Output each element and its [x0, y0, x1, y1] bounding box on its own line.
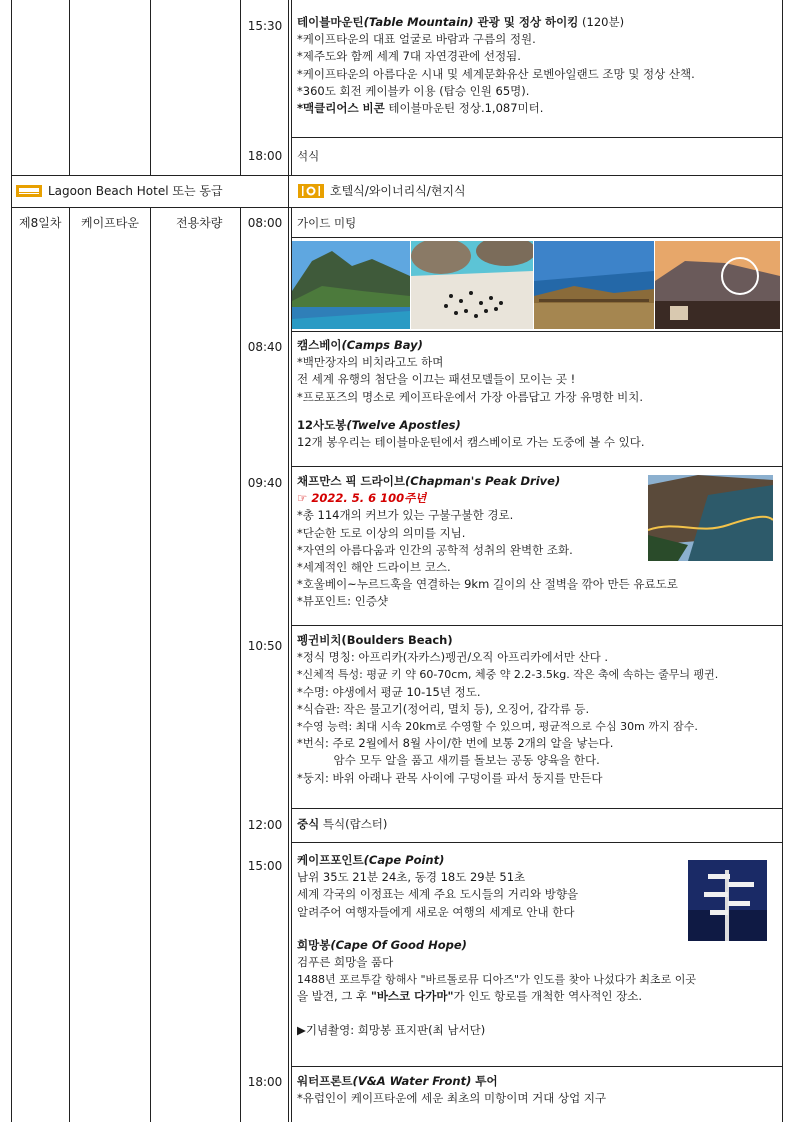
time-waterfront: 18:00 [247, 1075, 283, 1089]
table-mountain-title-rest: 관광 및 정상 하이킹 [473, 15, 579, 29]
signpost-photo [688, 860, 767, 941]
time-table-mountain: 15:30 [247, 19, 283, 33]
camps-bay-title-ko: 캠스베이 [297, 338, 342, 352]
cape-point-lookout-photo [534, 241, 654, 329]
chapman-centennial-note: ☞ 2022. 5. 6 100주년 [297, 491, 427, 506]
boulders-line: *수명: 야생에서 평균 10-15년 정도. [297, 684, 481, 699]
city-label: 케이프타운 [81, 216, 139, 230]
boulders-title: 펭귄비치(Boulders Beach) [297, 633, 453, 647]
penguin-beach-photo [411, 241, 533, 329]
time-cape-point: 15:00 [247, 859, 283, 873]
cape-point-title-en: (Cape Point) [363, 853, 445, 867]
waterfront-block [297, 1073, 781, 1107]
cape-point-title-ko: 케이프포인트 [297, 853, 364, 867]
cape-point-coords: 남위 35도 21분 24초, 동경 18도 29분 51초 [297, 870, 526, 885]
waterfront-title-en: (V&A Water Front) [352, 1074, 472, 1088]
lunch-label: 중식 [297, 817, 320, 831]
boulders-line: *식습관: 작은 물고기(정어리, 멸치 등), 오징어, 갑각류 등. [297, 701, 590, 716]
hope-line-2c: 가 인도 항로를 개척한 역사적인 장소. [453, 989, 643, 1004]
table-mountain-line: *케이프타운의 아름다운 시내 및 세계문화유산 로벤아일랜드 조망 및 정상 산책. [297, 66, 695, 81]
boulders-line: 암수 모두 알을 품고 새끼를 돌보는 공동 양육을 한다. [297, 753, 600, 768]
boulders-line: *정식 명칭: 아프리카(자카스)펭귄/오직 아프리카에서만 산다 . [297, 650, 609, 665]
table-mountain-line: *제주도와 함께 세계 7대 자연경관에 선정됨. [297, 49, 521, 64]
bed-icon [16, 185, 42, 197]
chapman-title-ko: 채프만스 픽 드라이브 [297, 474, 405, 488]
waterfront-title-rest: 투어 [471, 1074, 498, 1088]
hope-photo-note: ▶기념촬영: 희망봉 표지판(최 남서단) [297, 1022, 486, 1037]
boulders-line: *수영 능력: 최대 시속 20km로 수영할 수 있으며, 평균적으로 수심 30m 까지 잠수. [297, 720, 698, 734]
maclear-text: 테이블마운틴 정상.1,087미터. [384, 101, 544, 116]
boulders-block [297, 632, 781, 787]
time-dinner: 18:00 [247, 149, 283, 163]
waterfront-photo [655, 241, 780, 329]
dinner-text: 석식 [297, 149, 320, 163]
time-chapman: 09:40 [247, 476, 283, 490]
table-mountain-title-en: (Table Mountain) [363, 15, 474, 29]
cape-point-line: 알려주어 여행자들에게 새로운 여행의 세계로 안내 한다 [297, 904, 575, 919]
meals-cell [298, 183, 466, 200]
chapman-line: *단순한 도로 이상의 의미를 지님. [297, 525, 466, 540]
apostles-title-ko: 12사도봉 [297, 417, 347, 432]
hope-line-2a: 을 발견, 그 후 [297, 989, 371, 1004]
waterfront-title-ko: 워터프론트 [297, 1074, 353, 1088]
table-mountain-line: *케이프타운의 대표 얼굴로 바람과 구름의 정원. [297, 32, 536, 47]
time-boulders: 10:50 [247, 639, 283, 653]
table-mountain-block [297, 14, 781, 117]
hope-line: 1488년 포르투갈 항해사 "바르톨로뮤 디아즈"가 인도를 찾아 나섰다가 최초로 이곳 [297, 973, 696, 987]
camps-bay-photo [292, 241, 410, 329]
apostles-text: 12개 봉우리는 테이블마운틴에서 캠스베이로 가는 도중에 볼 수 있다. [297, 435, 645, 450]
guide-meeting-text: 가이드 미팅 [297, 216, 357, 230]
chapman-line: *자연의 아름다움과 인간의 공학적 성취의 완벽한 조화. [297, 542, 573, 557]
hope-subtitle: 검푸른 희망을 품다 [297, 955, 394, 970]
hotel-cell [16, 183, 223, 200]
hotel-name: Lagoon Beach Hotel 또는 동급 [48, 184, 223, 198]
boulders-line: *둥지: 바위 아래나 관목 사이에 구덩이를 파서 둥지를 만든다 [297, 770, 603, 785]
chapman-peak-photo [648, 475, 773, 561]
chapman-line: *호울베이~누르드훅을 연결하는 9km 길이의 산 절벽을 깎아 만든 유료도로 [297, 577, 678, 592]
table-mountain-title-ko: 테이블마운틴 [297, 15, 364, 29]
day-label: 제8일차 [19, 216, 62, 230]
table-mountain-duration: (120분) [578, 15, 625, 29]
lunch-text: 특식(랍스터) [319, 817, 388, 831]
table-mountain-line: *360도 회전 케이블카 이용 (탑승 인원 65명). [297, 83, 530, 98]
transport-label: 전용차량 [176, 216, 223, 230]
dining-icon [298, 184, 324, 198]
meals-text: 호텔식/와이너리식/현지식 [330, 184, 466, 198]
chapman-line: *뷰포인트: 인증샷 [297, 594, 389, 609]
cape-point-line: 세계 각국의 이정표는 세계 주요 도시들의 거리와 방향을 [297, 887, 579, 902]
hope-title-ko: 희망봉 [297, 937, 331, 952]
vasco-da-gama: "바스코 다가마" [370, 989, 454, 1004]
waterfront-line: *유럽인이 케이프타운에 세운 최초의 미항이며 거대 상업 지구 [297, 1091, 607, 1106]
chapman-line: *세계적인 해안 드라이브 코스. [297, 560, 451, 575]
camps-bay-line: *프로포즈의 명소로 케이프타운에서 가장 아름답고 가장 유명한 비치. [297, 389, 644, 404]
lunch-block [297, 816, 781, 833]
boulders-line: *번식: 주로 2월에서 8월 사이/한 번에 보통 2개의 알을 낳는다. [297, 736, 614, 751]
camps-bay-title-en: (Camps Bay) [341, 338, 423, 352]
camps-bay-line: 전 세계 유행의 첨단을 이끄는 패션모델들이 모이는 곳 ! [297, 372, 576, 387]
time-lunch: 12:00 [247, 818, 283, 832]
time-camps-bay: 08:40 [247, 340, 283, 354]
time-guide-meeting: 08:00 [247, 216, 283, 230]
camps-bay-line: *백만장자의 비치라고도 하며 [297, 355, 444, 370]
chapman-line: *총 114개의 커브가 있는 구불구불한 경로. [297, 508, 514, 523]
chapman-title-en: (Chapman's Peak Drive) [405, 474, 561, 488]
hope-title-en: (Cape Of Good Hope) [330, 937, 467, 952]
apostles-title-en: (Twelve Apostles) [346, 417, 461, 432]
boulders-line: *신체적 특성: 평균 키 약 60-70cm, 체중 약 2.2-3.5kg. 작은 축에 속하는 줄무늬 펭귄. [297, 668, 719, 682]
camps-bay-block [297, 337, 781, 451]
maclear-label: *맥클리어스 비콘 [297, 101, 385, 116]
